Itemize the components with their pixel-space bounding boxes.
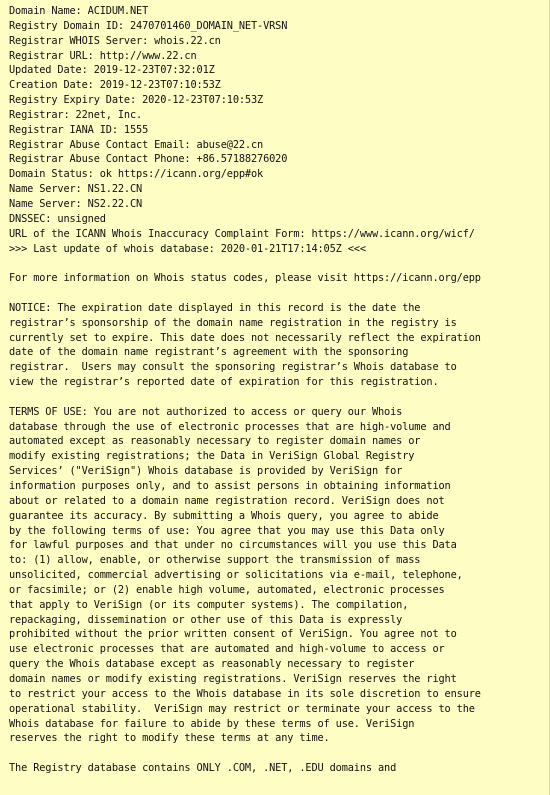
whois-line: TERMS OF USE: You are not authorized to access or query our Whois <box>9 405 403 418</box>
whois-line: registrar’s sponsorship of the domain name registration in the registry is <box>9 316 457 329</box>
whois-line: NOTICE: The expiration date displayed in this record is the date the <box>9 301 421 314</box>
whois-line: to restrict your access to the Whois database in its sole discretion to ensure <box>9 687 481 700</box>
whois-line: Domain Name: ACIDUM.NET <box>9 5 149 17</box>
whois-line: that apply to VeriSign (or its computer systems). The compilation, <box>9 598 409 611</box>
whois-line: unsolicited, commercial advertising or solicitations via e-mail, telephone, <box>9 569 463 582</box>
whois-line: repackaging, dissemination or other use of this Data is expressly <box>9 613 403 626</box>
whois-line: reserves the right to modify these terms at any time. <box>9 732 330 745</box>
whois-line: use electronic processes that are automated and high-volume to access or <box>9 643 445 656</box>
whois-line: Registrar Abuse Contact Email: abuse@22.cn <box>9 138 264 151</box>
whois-line: Registrar IANA ID: 1555 <box>9 123 149 136</box>
whois-line: guarantee its accuracy. By submitting a Whois query, you agree to abide <box>9 509 439 522</box>
whois-line: Name Server: NS2.22.CN <box>9 197 143 210</box>
whois-line: date of the domain name registrant’s agreement with the sponsoring <box>9 346 409 359</box>
whois-line: view the registrar’s reported date of expiration for this registration. <box>9 376 439 389</box>
whois-line: query the Whois database except as reasonably necessary to register <box>9 658 415 671</box>
whois-line: Name Server: NS1.22.CN <box>9 183 143 196</box>
whois-line: The Registry database contains ONLY .COM, .NET, .EDU domains and <box>9 762 397 775</box>
whois-line: Registrar WHOIS Server: whois.22.cn <box>9 34 221 47</box>
whois-line: database through the use of electronic processes that are high-volume and <box>9 420 451 433</box>
whois-line: operational stability. VeriSign may restrict or terminate your access to the <box>9 702 475 715</box>
whois-line: to: (1) allow, enable, or otherwise support the transmission of mass <box>9 554 421 567</box>
whois-line <box>9 390 549 405</box>
whois-line <box>9 746 549 761</box>
whois-line: registrar. Users may consult the sponsoring registrar’s Whois database to <box>9 361 457 374</box>
whois-line: information purposes only, and to assist persons in obtaining information <box>9 480 451 492</box>
whois-line: Creation Date: 2019-12-23T07:10:53Z <box>9 79 221 92</box>
whois-line: URL of the ICANN Whois Inaccuracy Complaint Form: https://www.icann.org/wicf/ <box>9 227 475 240</box>
whois-line: currently set to expire. This date does not necessarily reflect the expiration <box>9 331 481 344</box>
whois-line: Domain Status: ok https://icann.org/epp#ok <box>9 168 264 181</box>
whois-line: or facsimile; or (2) enable high volume, automated, electronic processes <box>9 583 445 596</box>
whois-line: Registry Domain ID: 2470701460_DOMAIN_NET-VRSN <box>9 19 288 32</box>
whois-line: Registrar: 22net, Inc. <box>9 108 143 121</box>
whois-line: Registrar Abuse Contact Phone: +86.57188276020 <box>9 153 288 166</box>
whois-line: Updated Date: 2019-12-23T07:32:01Z <box>9 64 215 77</box>
whois-line: domain names or modify existing registrations. VeriSign reserves the right <box>9 672 457 685</box>
whois-line: prohibited without the prior written consent of VeriSign. You agree not to <box>9 628 457 641</box>
whois-line: automated except as reasonably necessary to register domain names or <box>9 435 421 448</box>
whois-line: DNSSEC: unsigned <box>9 212 106 225</box>
whois-line: >>> Last update of whois database: 2020-01-21T17:14:05Z <<< <box>9 242 366 255</box>
whois-line: about or related to a domain name registration record. VeriSign does not <box>9 494 445 507</box>
whois-line: Services’ ("VeriSign") Whois database is provided by VeriSign for <box>9 465 403 478</box>
whois-line <box>9 256 549 271</box>
whois-line <box>9 286 549 301</box>
whois-line: For more information on Whois status codes, please visit https://icann.org/epp <box>9 272 481 285</box>
whois-line: Registry Expiry Date: 2020-12-23T07:10:53Z <box>9 94 264 107</box>
whois-line: Registrar URL: http://www.22.cn <box>9 49 197 62</box>
whois-line: by the following terms of use: You agree that you may use this Data only <box>9 524 445 537</box>
whois-line: for lawful purposes and that under no circumstances will you use this Data <box>9 539 457 552</box>
whois-line: modify existing registrations; the Data in VeriSign Global Registry <box>9 450 415 463</box>
whois-line: Whois database for failure to abide by these terms of use. VeriSign <box>9 717 415 730</box>
